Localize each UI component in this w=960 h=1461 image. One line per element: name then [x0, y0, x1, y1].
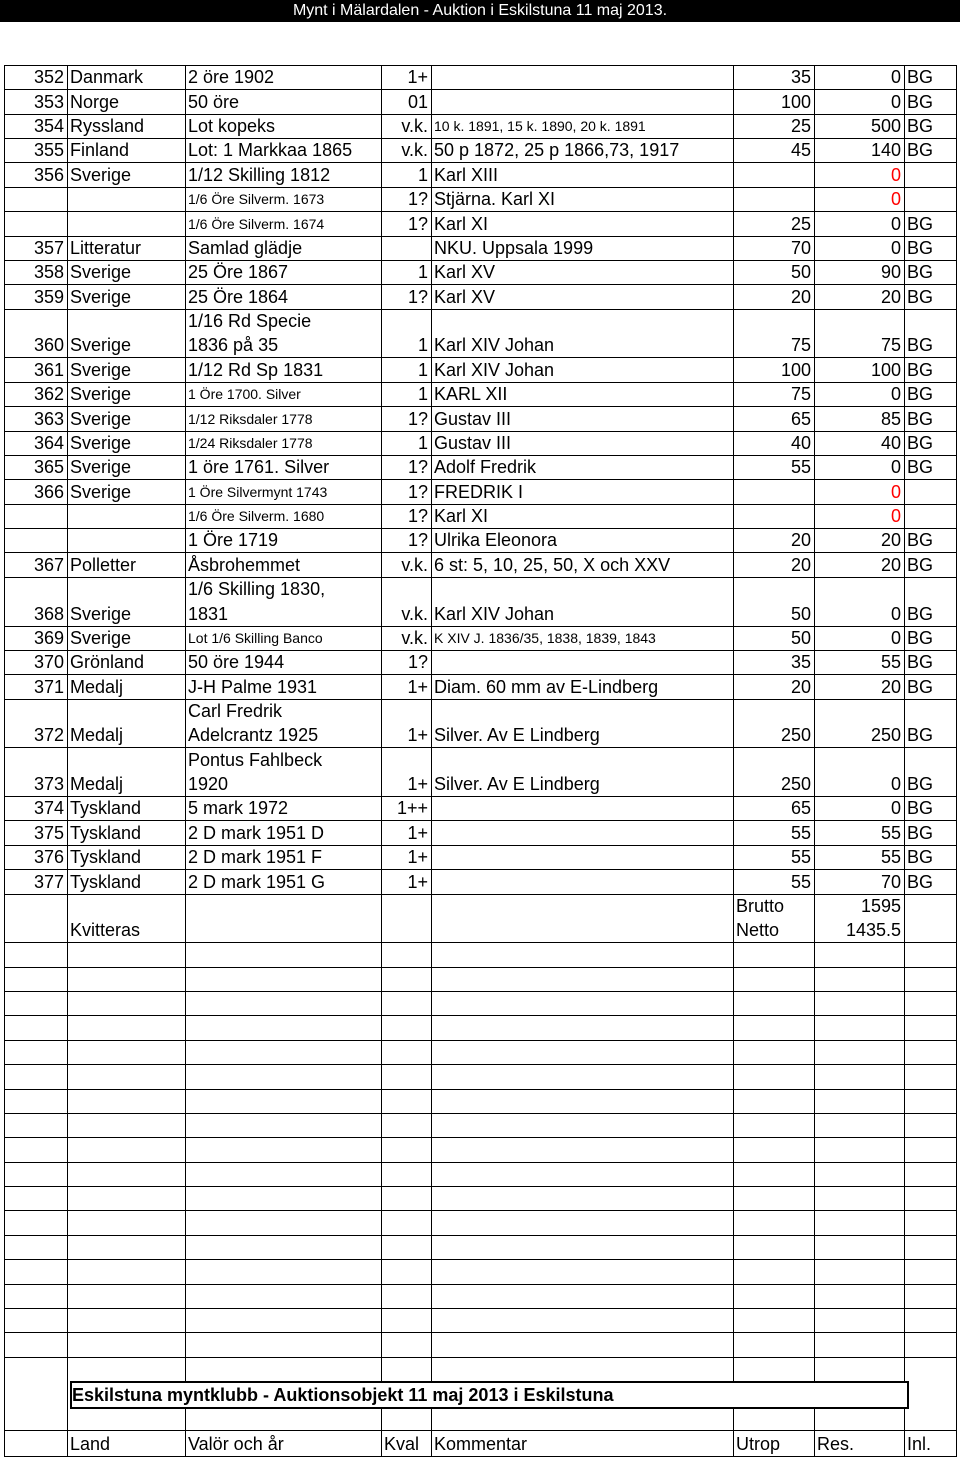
inl-cell: BG	[907, 116, 934, 137]
res-cell: 55	[880, 847, 901, 868]
auction-table	[4, 65, 957, 1457]
lot-number: 369	[33, 627, 64, 648]
inl-cell: BG	[907, 359, 934, 380]
kommentar-cell: Gustav III	[434, 432, 512, 453]
res-cell: 90	[880, 262, 901, 283]
land-cell: Sverige	[70, 481, 132, 502]
res-cell: 0	[890, 457, 901, 478]
utrop-cell: 20	[790, 530, 811, 551]
inl-cell: BG	[907, 286, 934, 307]
land-cell: Sverige	[70, 603, 132, 624]
kval-cell: 1++	[396, 798, 428, 819]
kval-cell: 1?	[407, 408, 428, 429]
valor-cell: 1/24 Riksdaler 1778	[188, 434, 313, 451]
utrop-cell: 55	[790, 457, 811, 478]
grid-line	[381, 65, 382, 1457]
lot-number: 377	[33, 871, 64, 892]
kval-cell: 1?	[407, 652, 428, 673]
kval-cell: 1	[417, 359, 428, 380]
kval-cell: 1?	[407, 481, 428, 502]
kval-cell: 1	[417, 432, 428, 453]
valor-cell: 1/12 Riksdaler 1778	[188, 410, 313, 427]
valor-cell: 2 D mark 1951 F	[188, 847, 323, 868]
utrop-cell: 75	[790, 384, 811, 405]
col-header-res: Res.	[817, 1434, 855, 1454]
valor-cell: 1/12 Skilling 1812	[188, 164, 331, 185]
col-header-valor: Valör och år	[188, 1434, 284, 1454]
kval-cell: 1?	[407, 506, 428, 527]
kommentar-cell: Stjärna. Karl XI	[434, 189, 556, 210]
res-cell: 0	[890, 603, 901, 624]
land-cell: Sverige	[70, 286, 132, 307]
col-header-kval: Kval	[384, 1434, 420, 1454]
kval-cell: 1+	[407, 871, 428, 892]
valor-cell: 1 Öre 1719	[188, 530, 279, 551]
valor-cell: Samlad glädje	[188, 237, 303, 258]
inl-cell: BG	[907, 652, 934, 673]
footer-title: Eskilstuna myntklubb - Auktionsobjekt 11 maj 2013 i Eskilstuna	[72, 1385, 614, 1405]
kval-cell: 1	[417, 384, 428, 405]
inl-cell: BG	[907, 725, 934, 746]
lot-number: 375	[33, 822, 64, 843]
valor-cell-line2: Adelcrantz 1925	[188, 725, 319, 746]
lot-number: 359	[33, 286, 64, 307]
res-cell: 40	[880, 432, 901, 453]
utrop-cell: 50	[790, 603, 811, 624]
kval-cell: 01	[407, 91, 428, 112]
valor-cell: 1/6 Öre Silverm. 1680	[188, 508, 325, 525]
res-cell: 0	[890, 189, 901, 210]
valor-cell: J-H Palme 1931	[188, 676, 318, 697]
utrop-cell: 65	[790, 408, 811, 429]
res-cell: 0	[890, 237, 901, 258]
utrop-cell: 55	[790, 822, 811, 843]
grid-line	[67, 65, 68, 1457]
valor-cell: Lot kopeks	[188, 116, 276, 137]
valor-cell: 25 Öre 1867	[188, 262, 289, 283]
kval-cell: v.k.	[401, 140, 428, 161]
lot-number: 352	[33, 67, 64, 88]
lot-number: 360	[33, 335, 64, 356]
inl-cell: BG	[907, 213, 934, 234]
kval-cell: 1	[417, 262, 428, 283]
grid-line	[733, 65, 734, 1457]
utrop-cell: 25	[790, 116, 811, 137]
kommentar-cell: 6 st: 5, 10, 25, 50, X och XXV	[434, 554, 671, 575]
valor-cell: 2 D mark 1951 G	[188, 871, 326, 892]
lot-number: 363	[33, 408, 64, 429]
kval-cell: 1	[417, 164, 428, 185]
utrop-cell: 55	[790, 871, 811, 892]
utrop-cell: 20	[790, 286, 811, 307]
lot-number: 370	[33, 652, 64, 673]
land-cell: Sverige	[70, 408, 132, 429]
res-cell: 0	[890, 91, 901, 112]
kval-cell: 1	[417, 335, 428, 356]
brutto-value: 1595	[860, 895, 901, 916]
kval-cell: 1+	[407, 774, 428, 795]
valor-cell: 50 öre 1944	[188, 652, 285, 673]
kommentar-cell: Karl XI	[434, 506, 489, 527]
kommentar-cell: Karl XV	[434, 286, 496, 307]
col-header-kommentar: Kommentar	[434, 1434, 528, 1454]
land-cell: Sverige	[70, 262, 132, 283]
utrop-cell: 20	[790, 554, 811, 575]
res-cell: 75	[880, 335, 901, 356]
land-cell: Medalj	[70, 725, 124, 746]
grid-line	[904, 65, 905, 1457]
lot-number: 354	[33, 116, 64, 137]
utrop-cell: 250	[780, 725, 811, 746]
inl-cell: BG	[907, 262, 934, 283]
lot-number: 372	[33, 725, 64, 746]
inl-cell: BG	[907, 457, 934, 478]
kommentar-cell: Karl XIV Johan	[434, 603, 555, 624]
valor-cell: 1/12 Rd Sp 1831	[188, 359, 324, 380]
res-cell: 20	[880, 530, 901, 551]
kommentar-cell: KARL XII	[434, 384, 508, 405]
lot-number: 366	[33, 481, 64, 502]
res-cell: 20	[880, 554, 901, 575]
land-cell: Ryssland	[70, 116, 145, 137]
res-cell: 0	[890, 798, 901, 819]
utrop-cell: 100	[780, 359, 811, 380]
res-cell: 70	[880, 871, 901, 892]
land-cell: Sverige	[70, 384, 132, 405]
land-cell: Sverige	[70, 457, 132, 478]
kval-cell: v.k.	[401, 627, 428, 648]
utrop-cell: 50	[790, 627, 811, 648]
kommentar-cell: Ulrika Eleonora	[434, 530, 558, 551]
netto-value: 1435.5	[845, 920, 901, 941]
kommentar-cell: Karl XI	[434, 213, 489, 234]
valor-cell: 1 öre 1761. Silver	[188, 457, 330, 478]
inl-cell: BG	[907, 237, 934, 258]
land-cell: Litteratur	[70, 237, 142, 258]
grid-line	[431, 65, 432, 1457]
kommentar-cell: Silver. Av E Lindberg	[434, 725, 600, 746]
utrop-cell: 55	[790, 847, 811, 868]
kval-cell: 1?	[407, 457, 428, 478]
lot-number: 353	[33, 91, 64, 112]
lot-number: 368	[33, 603, 64, 624]
res-cell: 20	[880, 286, 901, 307]
inl-cell: BG	[907, 530, 934, 551]
land-cell: Tyskland	[70, 822, 142, 843]
kommentar-cell: Karl XIV Johan	[434, 359, 555, 380]
inl-cell: BG	[907, 871, 934, 892]
kval-cell: 1+	[407, 822, 428, 843]
land-cell: Sverige	[70, 432, 132, 453]
lot-number: 367	[33, 554, 64, 575]
valor-cell: 25 Öre 1864	[188, 286, 289, 307]
valor-cell: 1/6 Öre Silverm. 1674	[188, 215, 325, 232]
land-cell: Sverige	[70, 335, 132, 356]
col-header-utrop: Utrop	[736, 1434, 781, 1454]
inl-cell: BG	[907, 408, 934, 429]
land-cell: Sverige	[70, 627, 132, 648]
res-cell: 55	[880, 652, 901, 673]
kommentar-cell: NKU. Uppsala 1999	[434, 237, 594, 258]
netto-label: Netto	[736, 920, 780, 941]
inl-cell: BG	[907, 432, 934, 453]
land-cell: Tyskland	[70, 847, 142, 868]
lot-number: 361	[33, 359, 64, 380]
grid-line	[185, 65, 186, 1457]
inl-cell: BG	[907, 676, 934, 697]
res-cell: 20	[880, 676, 901, 697]
kommentar-cell: Karl XIV Johan	[434, 335, 555, 356]
utrop-cell: 65	[790, 798, 811, 819]
valor-cell: 1 Öre Silvermynt 1743	[188, 483, 328, 500]
grid-line	[4, 65, 5, 1457]
lot-number: 357	[33, 237, 64, 258]
res-cell: 0	[890, 213, 901, 234]
kommentar-cell: FREDRIK I	[434, 481, 524, 502]
col-header-inl: Inl.	[907, 1434, 932, 1454]
lot-number: 358	[33, 262, 64, 283]
inl-cell: BG	[907, 627, 934, 648]
kval-cell: v.k.	[401, 554, 428, 575]
res-cell: 0	[890, 627, 901, 648]
land-cell: Finland	[70, 140, 130, 161]
utrop-cell: 100	[780, 91, 811, 112]
inl-cell: BG	[907, 335, 934, 356]
inl-cell: BG	[907, 67, 934, 88]
kommentar-cell: 10 k. 1891, 15 k. 1890, 20 k. 1891	[434, 118, 646, 135]
res-cell: 85	[880, 408, 901, 429]
lot-number: 364	[33, 432, 64, 453]
res-cell: 0	[890, 774, 901, 795]
inl-cell: BG	[907, 554, 934, 575]
lot-number: 362	[33, 384, 64, 405]
land-cell: Grönland	[70, 652, 145, 673]
grid-line	[956, 65, 957, 1457]
utrop-cell: 40	[790, 432, 811, 453]
kommentar-cell: Gustav III	[434, 408, 512, 429]
valor-cell: 2 D mark 1951 D	[188, 822, 325, 843]
kval-cell: 1+	[407, 847, 428, 868]
kval-cell: v.k.	[401, 116, 428, 137]
land-cell: Polletter	[70, 554, 137, 575]
inl-cell: BG	[907, 140, 934, 161]
kommentar-cell: Adolf Fredrik	[434, 457, 537, 478]
land-cell: Medalj	[70, 774, 124, 795]
valor-cell: 2 öre 1902	[188, 67, 275, 88]
res-cell: 0	[890, 506, 901, 527]
res-cell: 0	[890, 67, 901, 88]
page-title: Mynt i Mälardalen - Auktion i Eskilstuna 11 maj 2013.	[292, 2, 668, 19]
utrop-cell: 35	[790, 67, 811, 88]
grid-line	[814, 65, 815, 1457]
utrop-cell: 20	[790, 676, 811, 697]
lot-number: 376	[33, 847, 64, 868]
kommentar-cell: Karl XIII	[434, 164, 499, 185]
kval-cell: 1?	[407, 286, 428, 307]
kval-cell: 1?	[407, 189, 428, 210]
lot-number: 373	[33, 774, 64, 795]
utrop-cell: 25	[790, 213, 811, 234]
utrop-cell: 75	[790, 335, 811, 356]
kvitteras-label: Kvitteras	[70, 920, 141, 941]
valor-cell: Pontus Fahlbeck	[188, 749, 323, 770]
res-cell: 250	[870, 725, 901, 746]
kommentar-cell: Silver. Av E Lindberg	[434, 774, 600, 795]
res-cell: 55	[880, 822, 901, 843]
footer-title-box	[70, 1381, 909, 1409]
valor-cell-line2: 1920	[188, 774, 229, 795]
inl-cell: BG	[907, 774, 934, 795]
kval-cell: 1+	[407, 725, 428, 746]
land-cell: Medalj	[70, 676, 124, 697]
inl-cell: BG	[907, 603, 934, 624]
land-cell: Danmark	[70, 67, 144, 88]
inl-cell: BG	[907, 91, 934, 112]
lot-number: 355	[33, 140, 64, 161]
land-cell: Tyskland	[70, 798, 142, 819]
brutto-label: Brutto	[736, 895, 785, 916]
lot-number: 365	[33, 457, 64, 478]
kommentar-cell: 50 p 1872, 25 p 1866,73, 1917	[434, 140, 680, 161]
res-cell: 100	[870, 359, 901, 380]
lot-number: 356	[33, 164, 64, 185]
res-cell: 0	[890, 384, 901, 405]
inl-cell: BG	[907, 384, 934, 405]
inl-cell: BG	[907, 798, 934, 819]
res-cell: 0	[890, 481, 901, 502]
res-cell: 0	[890, 164, 901, 185]
kval-cell: 1+	[407, 676, 428, 697]
inl-cell: BG	[907, 822, 934, 843]
lot-number: 371	[33, 676, 64, 697]
valor-cell: 1 Öre 1700. Silver	[188, 386, 301, 403]
kommentar-cell: Diam. 60 mm av E-Lindberg	[434, 676, 659, 697]
land-cell: Sverige	[70, 164, 132, 185]
kval-cell: v.k.	[401, 603, 428, 624]
kommentar-cell: K XIV J. 1836/35, 1838, 1839, 1843	[434, 629, 656, 646]
valor-cell: 5 mark 1972	[188, 798, 289, 819]
valor-cell: Carl Fredrik	[188, 700, 283, 721]
res-cell: 500	[870, 116, 901, 137]
valor-cell: 1/16 Rd Specie	[188, 311, 312, 332]
page-header	[0, 0, 960, 22]
utrop-cell: 50	[790, 262, 811, 283]
utrop-cell: 250	[780, 774, 811, 795]
kval-cell: 1+	[407, 67, 428, 88]
inl-cell: BG	[907, 847, 934, 868]
valor-cell: 50 öre	[188, 91, 240, 112]
valor-cell-line2: 1836 på 35	[188, 335, 279, 356]
utrop-cell: 35	[790, 652, 811, 673]
utrop-cell: 70	[790, 237, 811, 258]
land-cell: Sverige	[70, 359, 132, 380]
res-cell: 140	[870, 140, 901, 161]
kval-cell: 1?	[407, 213, 428, 234]
land-cell: Tyskland	[70, 871, 142, 892]
col-header-land: Land	[70, 1434, 111, 1454]
valor-cell: Lot: 1 Markkaa 1865	[188, 140, 353, 161]
valor-cell: 1/6 Skilling 1830,	[188, 579, 326, 600]
valor-cell-line2: 1831	[188, 603, 229, 624]
land-cell: Norge	[70, 91, 120, 112]
kommentar-cell: Karl XV	[434, 262, 496, 283]
valor-cell: Åsbrohemmet	[188, 554, 301, 575]
lot-number: 374	[33, 798, 64, 819]
utrop-cell: 45	[790, 140, 811, 161]
kval-cell: 1?	[407, 530, 428, 551]
valor-cell: 1/6 Öre Silverm. 1673	[188, 191, 325, 208]
valor-cell: Lot 1/6 Skilling Banco	[188, 629, 323, 646]
